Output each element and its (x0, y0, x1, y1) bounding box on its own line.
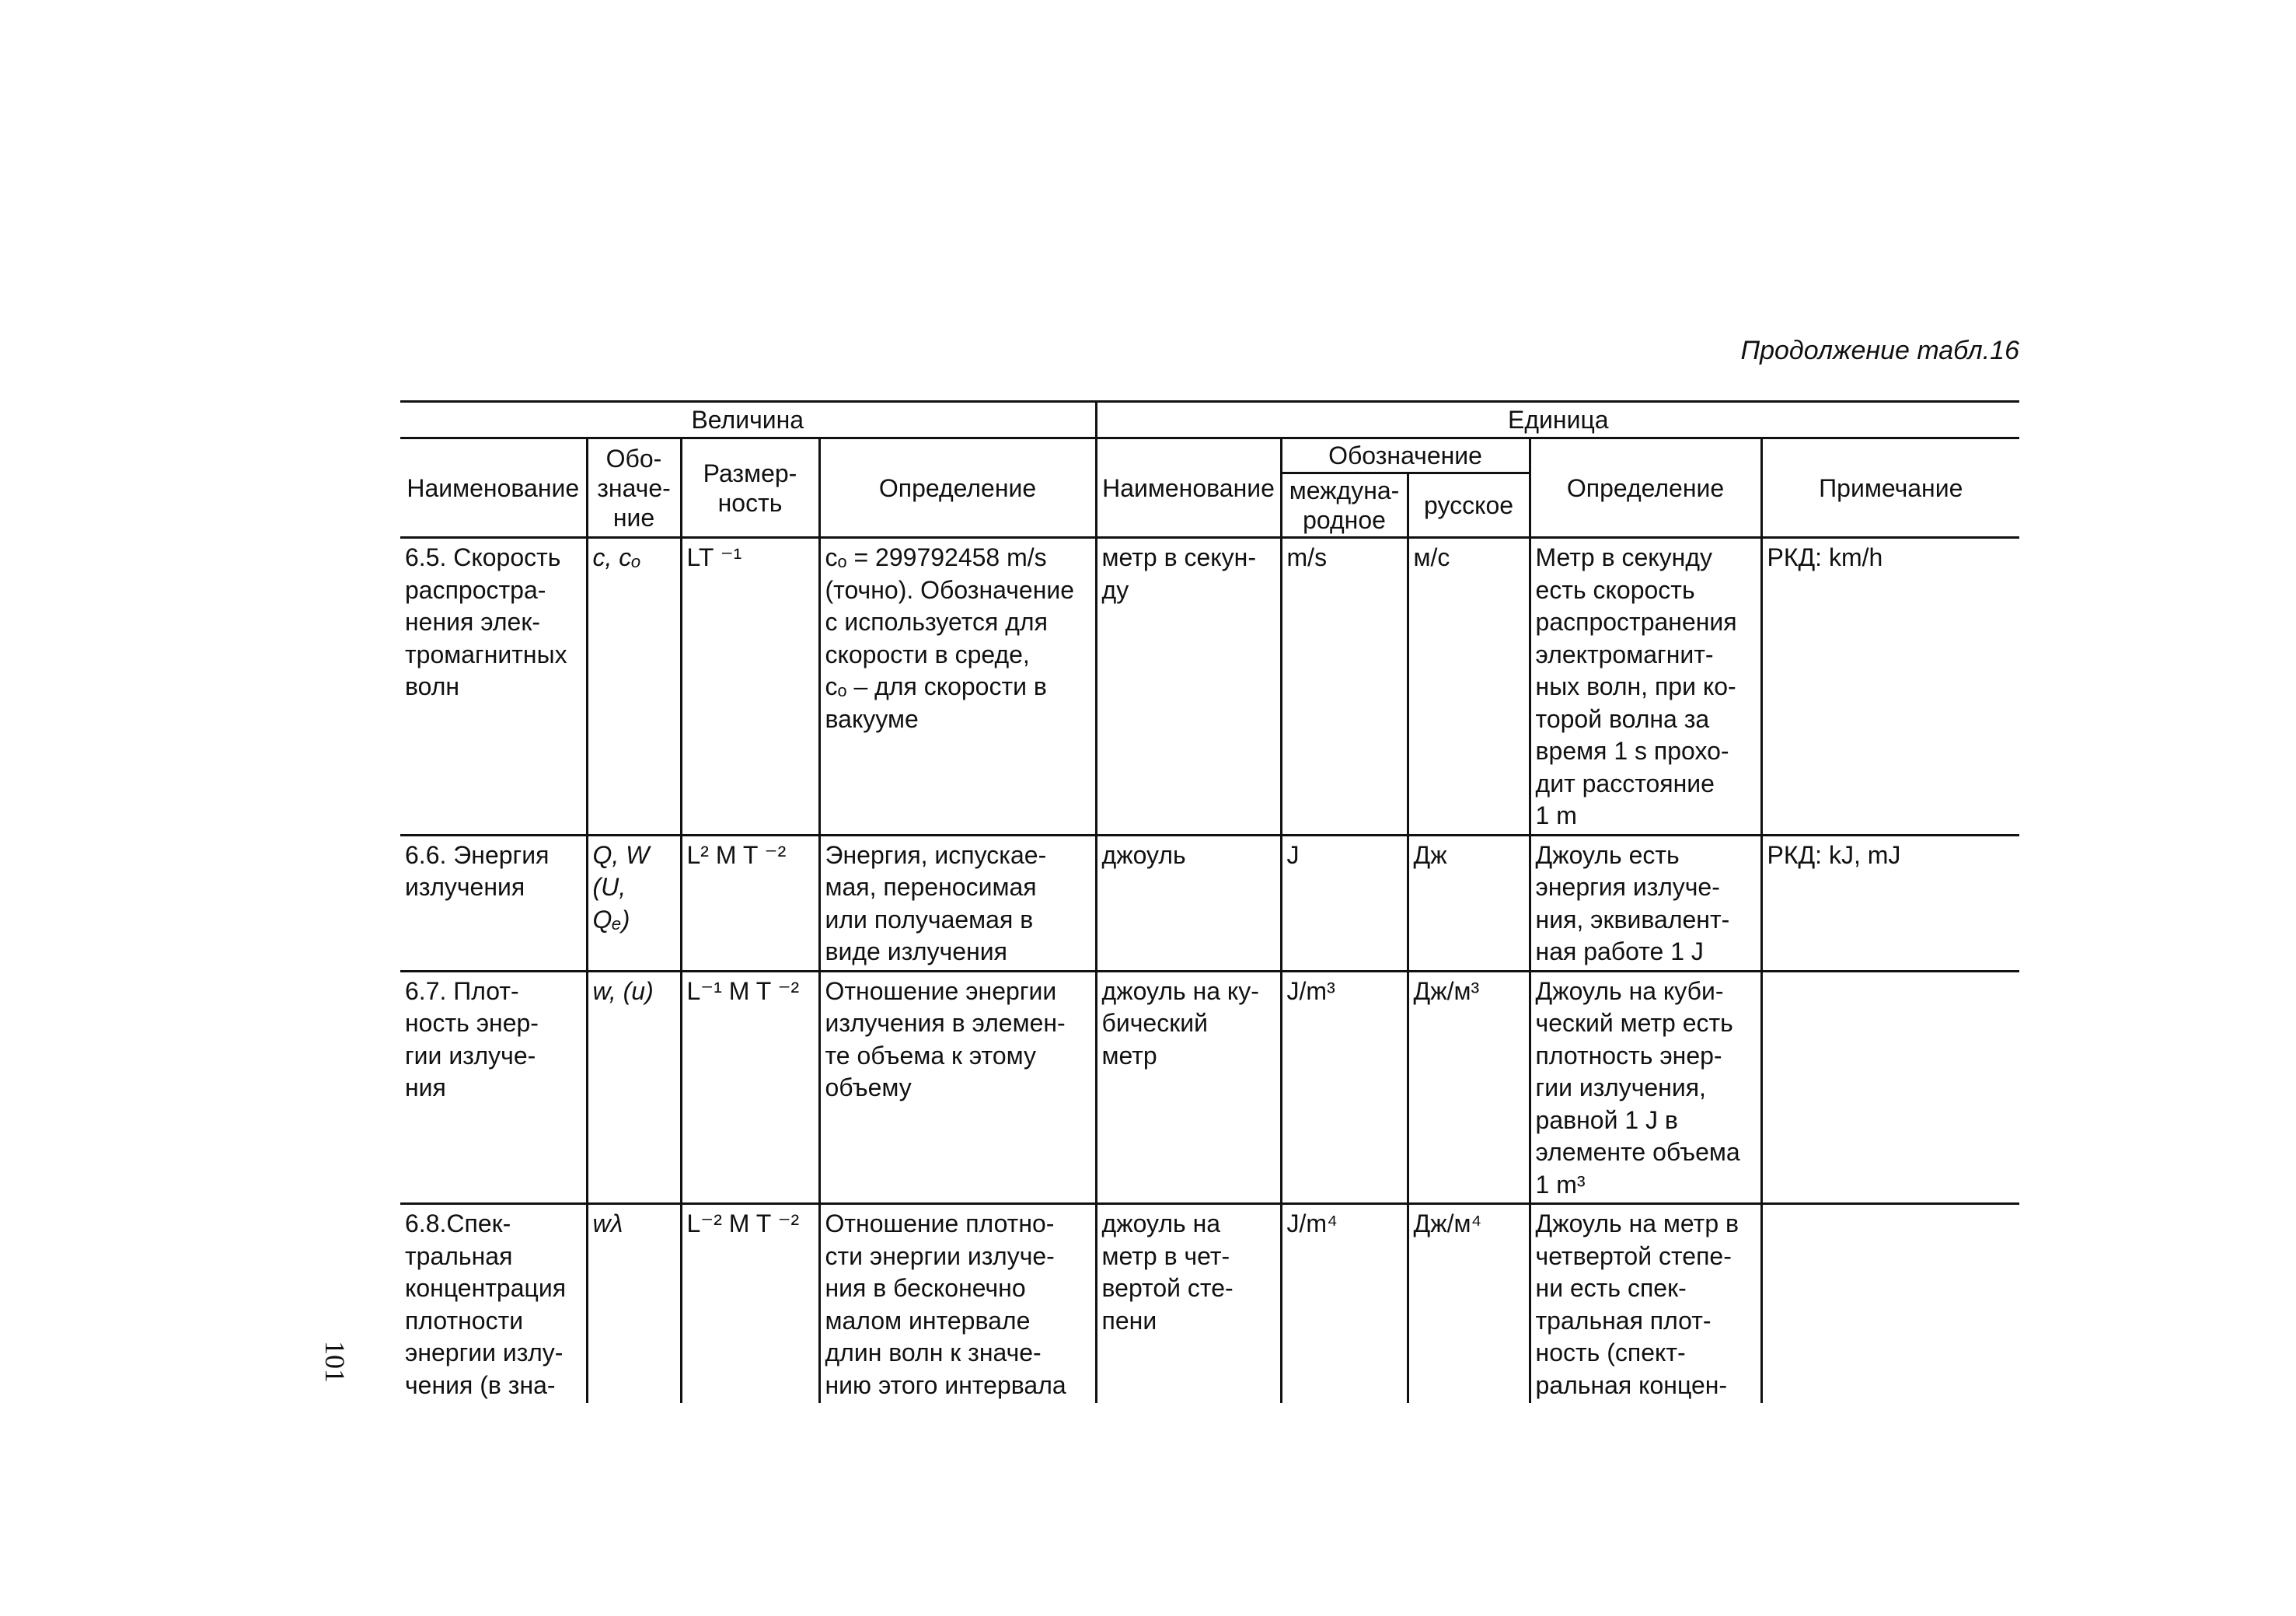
unit-definition-cell: Джоуль есть энергия излуче- ния, эквивалент- ная работе 1 J (1530, 835, 1761, 971)
header-unit-definition: Определение (1530, 438, 1761, 538)
unit-name-cell: джоуль (1096, 835, 1281, 971)
unit-intl-symbol-cell: m/s (1281, 538, 1408, 836)
units-table (400, 400, 2019, 1403)
quantity-symbol-cell: Q, W (U, Qₑ) (587, 835, 681, 971)
header-quantity-symbol: Обо- значе- ние (587, 438, 681, 538)
quantity-definition-cell: cₒ = 299792458 m/s (точно). Обозначение c используется для скорости в среде, cₒ – для скорости в вакууме (819, 538, 1096, 836)
unit-rus-symbol-cell: Дж/м³ (1408, 971, 1530, 1204)
quantity-symbol-cell: wλ (587, 1204, 681, 1404)
table-row (400, 835, 2019, 971)
page-number: 101 (319, 1341, 351, 1383)
quantity-name-cell: 6.5. Скорость распростра- нения элек- тромагнитных волн (400, 538, 587, 836)
unit-definition-cell: Метр в секунду есть скорость распространения электромагнит- ных волн, при ко- торой волна за время 1 s прохо- дит расстояние 1 m (1530, 538, 1761, 836)
quantity-name-cell: 6.7. Плот- ность энер- гии излуче- ния (400, 971, 587, 1204)
header-unit-symbol-group: Обозначение (1281, 438, 1530, 473)
header-unit-name: Наименование (1096, 438, 1281, 538)
quantity-symbol-cell: c, cₒ (587, 538, 681, 836)
quantity-dimension-cell: L⁻² M T ⁻² (681, 1204, 819, 1404)
unit-note-cell: РКД: kJ, mJ (1761, 835, 2019, 971)
unit-intl-symbol-cell: J (1281, 835, 1408, 971)
quantity-name-cell: 6.8.Спек- тральная концентрация плотности энергии излу- чения (в зна- (400, 1204, 587, 1404)
unit-definition-cell: Джоуль на метр в четвертой степе- ни есть спек- тральная плот- ность (спект- ральная концен- (1530, 1204, 1761, 1404)
table-row (400, 538, 2019, 836)
quantity-definition-cell: Энергия, испускае- мая, переносимая или получаемая в виде излучения (819, 835, 1096, 971)
header-quantity-dimension: Размер- ность (681, 438, 819, 538)
quantity-symbol-cell: w, (u) (587, 971, 681, 1204)
table-row (400, 971, 2019, 1204)
unit-name-cell: метр в секун- ду (1096, 538, 1281, 836)
unit-rus-symbol-cell: м/с (1408, 538, 1530, 836)
header-quantity-group: Величина (400, 402, 1096, 438)
unit-intl-symbol-cell: J/m⁴ (1281, 1204, 1408, 1404)
unit-rus-symbol-cell: Дж (1408, 835, 1530, 971)
quantity-name-cell: 6.6. Энергия излучения (400, 835, 587, 971)
quantity-dimension-cell: L⁻¹ M T ⁻² (681, 971, 819, 1204)
header-quantity-name: Наименование (400, 438, 587, 538)
unit-rus-symbol-cell: Дж/м⁴ (1408, 1204, 1530, 1404)
unit-note-cell (1761, 1204, 2019, 1404)
unit-definition-cell: Джоуль на куби- ческий метр есть плотность энер- гии излучения, равной 1 J в элементе объема 1 m³ (1530, 971, 1761, 1204)
unit-intl-symbol-cell: J/m³ (1281, 971, 1408, 1204)
header-quantity-definition: Определение (819, 438, 1096, 538)
unit-name-cell: джоуль на метр в чет- вертой сте- пени (1096, 1204, 1281, 1404)
header-unit-group: Единица (1096, 402, 2019, 438)
table-row (400, 1204, 2019, 1404)
quantity-dimension-cell: LT ⁻¹ (681, 538, 819, 836)
quantity-definition-cell: Отношение плотно- сти энергии излуче- ния в бесконечно малом интервале длин волн к значе- нию этого интервала (819, 1204, 1096, 1404)
unit-note-cell: РКД: km/h (1761, 538, 2019, 836)
unit-note-cell (1761, 971, 2019, 1204)
table-caption: Продолжение табл.16 (1740, 336, 2019, 365)
quantity-dimension-cell: L² M T ⁻² (681, 835, 819, 971)
quantity-definition-cell: Отношение энергии излучения в элемен- те объема к этому объему (819, 971, 1096, 1204)
header-unit-note: Примечание (1761, 438, 2019, 538)
header-unit-symbol-intl: междуна- родное (1281, 473, 1408, 538)
header-unit-symbol-rus: русское (1408, 473, 1530, 538)
unit-name-cell: джоуль на ку- бический метр (1096, 971, 1281, 1204)
